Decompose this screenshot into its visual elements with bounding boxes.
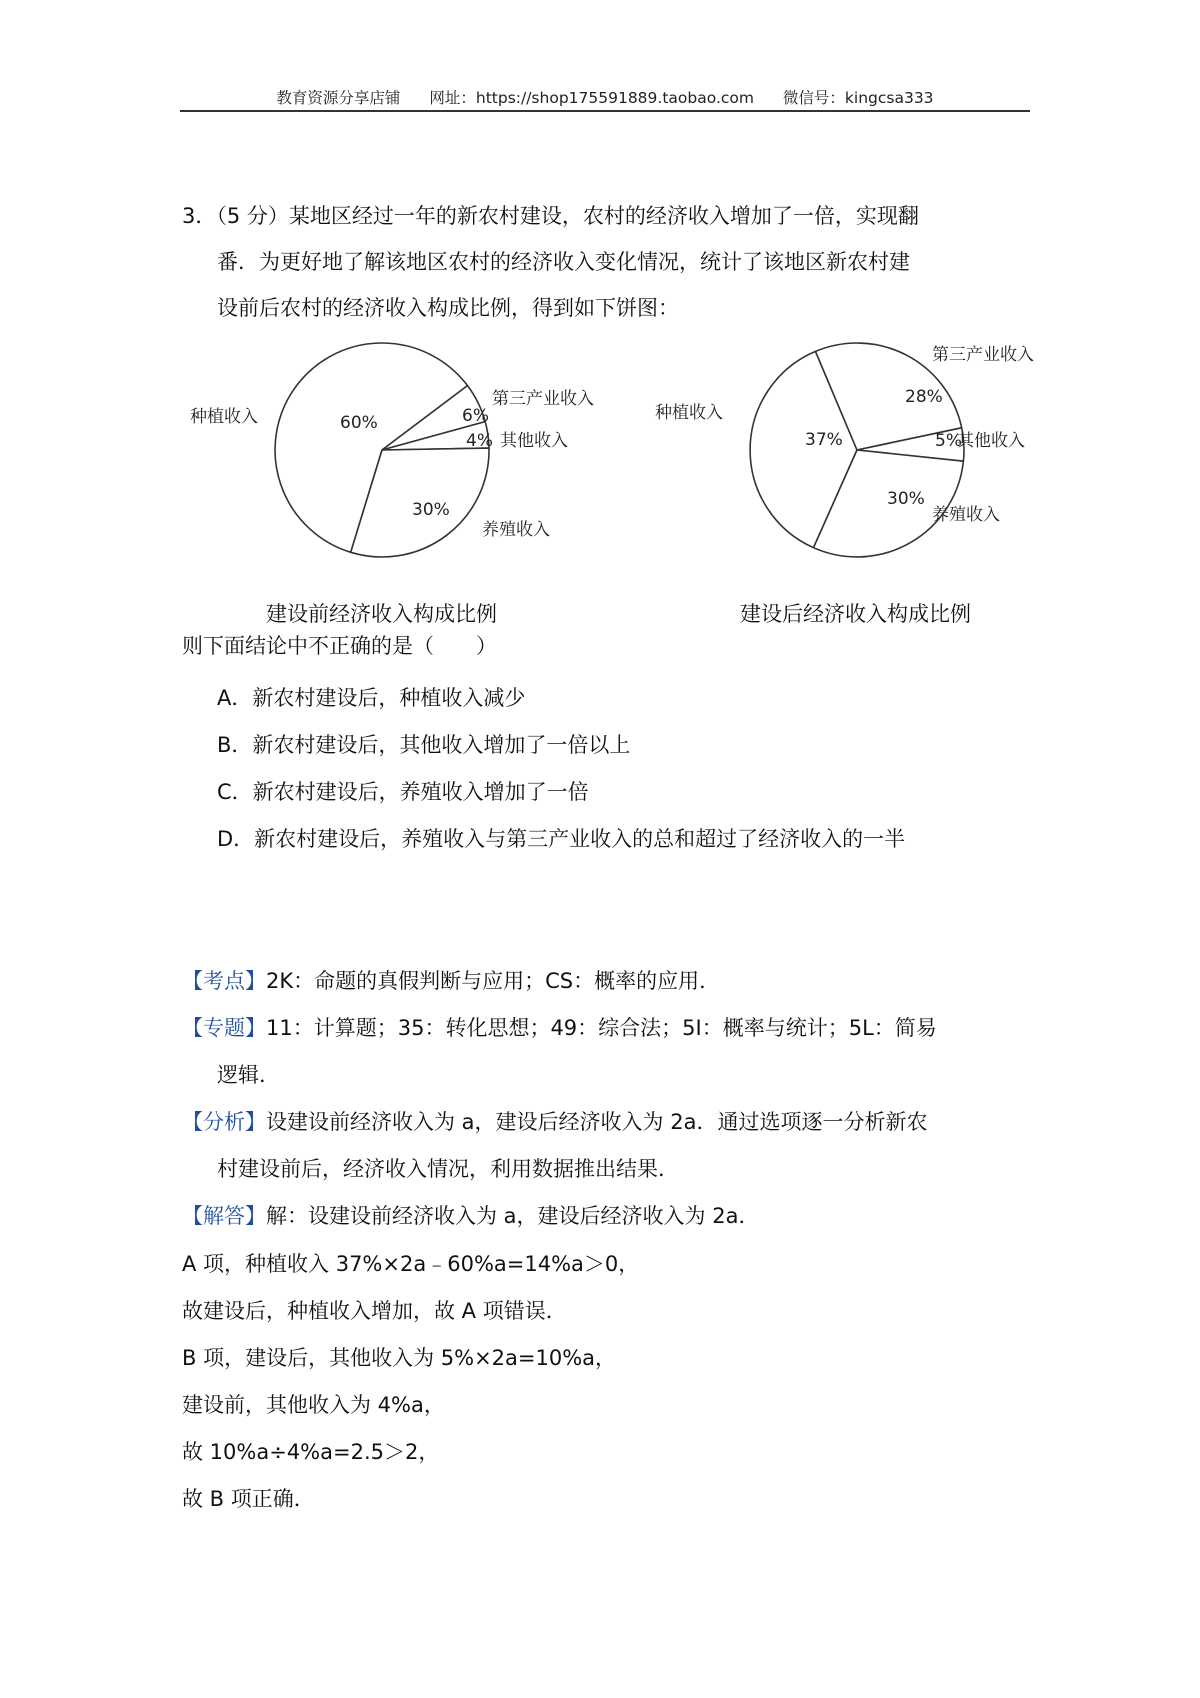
option-c: C．新农村建设后，养殖收入增加了一倍	[217, 780, 589, 804]
fenxi-text: 设建设前经济收入为 a，建设后经济收入为 2a．通过选项逐一分析新农	[266, 1110, 928, 1134]
pie-after-label-tertiary: 第三产业收入	[932, 345, 1034, 365]
solution-line: 故建设后，种植收入增加，故 A 项错误．	[182, 1299, 567, 1323]
jieda-text: 解：设建设前经济收入为 a，建设后经济收入为 2a．	[266, 1204, 760, 1228]
pie-before-label-tertiary: 第三产业收入	[492, 389, 594, 409]
solution-line: 故 B 项正确．	[182, 1487, 315, 1511]
jieda-line	[182, 1200, 759, 1230]
fenxi-tag: 【分析】	[182, 1110, 266, 1134]
zhuanti-tag: 【专题】	[182, 1016, 266, 1040]
kaodian-tag: 【考点】	[182, 969, 266, 993]
solution-line: 建设前，其他收入为 4%a，	[182, 1393, 445, 1417]
pie-charts	[160, 320, 1060, 630]
header-wechat: 微信号：kingcsa333	[782, 89, 934, 107]
pie-after-label-planting: 种植收入	[655, 403, 723, 423]
zhuanti-text: 11：计算题；35：转化思想；49：综合法；5I：概率与统计；5L：简易	[266, 1016, 937, 1040]
question-line-3: 设前后农村的经济收入构成比例，得到如下饼图：	[217, 296, 679, 320]
question-line-1: 3．（5 分）某地区经过一年的新农村建设，农村的经济收入增加了一倍，实现翻	[182, 204, 919, 228]
option-b: B．新农村建设后，其他收入增加了一倍以上	[217, 733, 631, 757]
page-header	[180, 86, 1030, 108]
fenxi-line-2: 村建设前后，经济收入情况，利用数据推出结果．	[217, 1157, 679, 1181]
pie-after-pct-tertiary: 28%	[905, 387, 943, 407]
zhuanti-line	[182, 1012, 937, 1042]
header-divider	[180, 110, 1030, 112]
option-d: D．新农村建设后，养殖收入与第三产业收入的总和超过了经济收入的一半	[217, 827, 906, 851]
chart-title-before: 建设前经济收入构成比例	[266, 602, 497, 626]
kaodian-text: 2K：命题的真假判断与应用；CS：概率的应用．	[266, 969, 721, 993]
solution-line: A 项，种植收入 37%×2a﹣60%a=14%a＞0，	[182, 1252, 640, 1276]
solution-line: 故 10%a÷4%a=2.5＞2，	[182, 1440, 440, 1464]
pie-after-label-other: 其他收入	[957, 431, 1025, 451]
question-prompt: 则下面结论中不正确的是（ ）	[182, 634, 497, 658]
zhuanti-line-2: 逻辑．	[217, 1063, 280, 1087]
kaodian-line	[182, 965, 720, 995]
pie-after-pct-breeding: 30%	[887, 489, 925, 509]
question-line-2: 番．为更好地了解该地区农村的经济收入变化情况，统计了该地区新农村建	[217, 250, 910, 274]
header-site: 网址：https://shop175591889.taobao.com	[429, 89, 754, 107]
chart-title-after: 建设后经济收入构成比例	[740, 602, 971, 626]
option-a: A．新农村建设后，种植收入减少	[217, 686, 526, 710]
solution-line: B 项，建设后，其他收入为 5%×2a=10%a，	[182, 1346, 617, 1370]
pie-before-pct-breeding: 30%	[412, 500, 450, 520]
jieda-tag: 【解答】	[182, 1204, 266, 1228]
fenxi-line	[182, 1106, 927, 1136]
pie-after-label-breeding: 养殖收入	[932, 505, 1000, 525]
pie-after-pct-planting: 37%	[805, 430, 843, 450]
pie-before-label-other: 其他收入	[500, 431, 568, 451]
pie-after-pct-other: 5%	[935, 431, 962, 451]
pie-before-pct-other: 4%	[466, 431, 493, 451]
pie-before-label-planting: 种植收入	[190, 407, 258, 427]
header-shop: 教育资源分享店铺	[276, 89, 401, 107]
pie-before-pct-tertiary: 6%	[462, 406, 489, 426]
pie-before-label-breeding: 养殖收入	[482, 520, 550, 540]
pie-before-pct-planting: 60%	[340, 413, 378, 433]
